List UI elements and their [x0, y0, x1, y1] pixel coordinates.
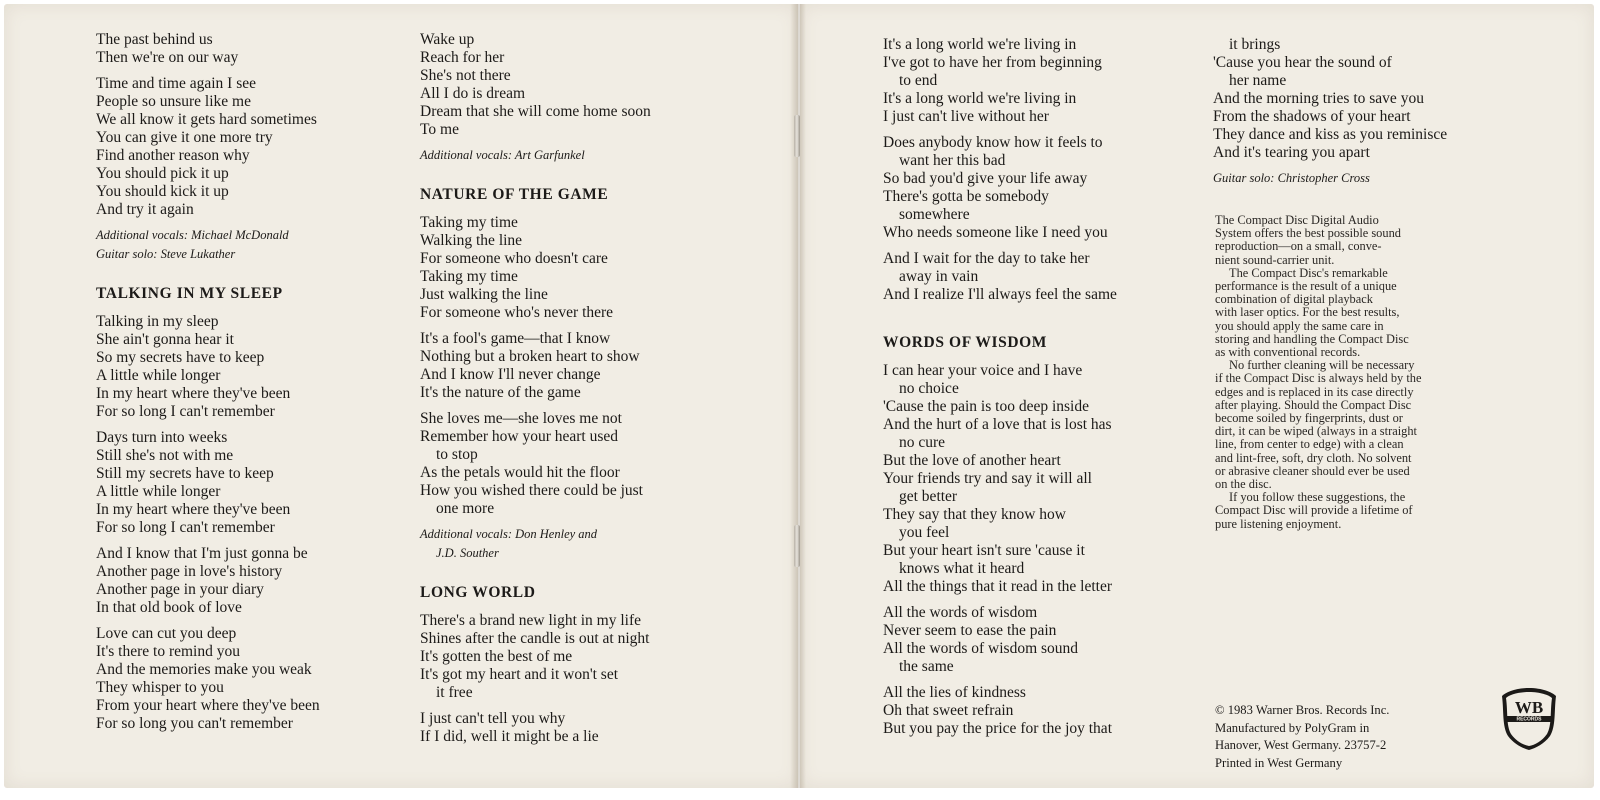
lyric-stanza — [883, 134, 1117, 242]
credit-line: Additional vocals: Michael McDonald — [96, 228, 289, 242]
lyrics-column-2 — [420, 31, 651, 754]
lyric-line: Another page in love's history — [96, 563, 283, 580]
lyric-line: Taking my time — [420, 214, 518, 231]
info-line: If you follow these suggestions, the — [1229, 490, 1406, 505]
lyric-line: Time and time again I see — [96, 75, 256, 92]
lyric-line: From the shadows of your heart — [1213, 108, 1411, 125]
lyric-stanza — [883, 250, 1117, 304]
lyric-line: A little while longer — [96, 367, 221, 384]
lyric-stanza — [420, 710, 651, 746]
lyric-line: And the memories make you weak — [96, 661, 312, 678]
copyright-notice — [1215, 702, 1475, 772]
lyric-line: There's gotta be somebody — [883, 188, 1049, 205]
lyric-line: It's a long world we're living in — [883, 36, 1077, 53]
lyric-line: no cure — [899, 434, 946, 451]
info-line: edges and is replaced in its case directly — [1215, 384, 1414, 399]
lyric-line: They whisper to you — [96, 679, 224, 696]
lyric-line: And it's tearing you apart — [1213, 144, 1370, 161]
lyric-line: no choice — [899, 380, 959, 397]
lyric-line: Another page in your diary — [96, 581, 264, 598]
lyric-line: For so long you can't remember — [96, 715, 293, 732]
info-line: or abrasive cleaner should ever be used — [1215, 463, 1410, 478]
lyric-line: Nothing but a broken heart to show — [420, 348, 640, 365]
lyric-stanza — [420, 31, 651, 139]
lyric-line: the same — [899, 658, 954, 675]
lyric-stanza — [1213, 36, 1447, 162]
info-line: combination of digital playback — [1215, 292, 1373, 307]
lyric-line: In my heart where they've been — [96, 501, 291, 518]
lyric-line: to stop — [436, 446, 478, 463]
lyric-line: They say that they know how — [883, 506, 1066, 523]
lyric-line: She's not there — [420, 67, 511, 84]
info-line: nient sound-carrier unit. — [1215, 252, 1335, 267]
song-title-words-of-wisdom: WORDS OF WISDOM — [883, 334, 1048, 351]
logo-records-text: RECORDS — [1516, 716, 1542, 723]
info-line: on the disc. — [1215, 477, 1272, 492]
info-line: performance is the result of a unique — [1215, 279, 1397, 294]
lyric-line: The past behind us — [96, 31, 213, 48]
lyric-stanza — [883, 362, 1117, 596]
logo-wb-letters: WB — [1514, 698, 1544, 717]
lyric-stanza — [883, 604, 1117, 676]
lyric-line: In my heart where they've been — [96, 385, 291, 402]
lyric-line: You can give it one more try — [96, 129, 273, 146]
info-line: The Compact Disc's remarkable — [1229, 265, 1388, 280]
song-title-nature-of-the-game: NATURE OF THE GAME — [420, 186, 609, 203]
info-line: line, from center to edge) with a clean — [1215, 437, 1404, 452]
lyric-line: Wake up — [420, 31, 475, 48]
lyric-line: But you pay the price for the joy that — [883, 720, 1112, 737]
lyric-line: For someone who's never there — [420, 304, 614, 321]
lyric-line: Talking in my sleep — [96, 313, 219, 330]
lyric-line: Just walking the line — [420, 286, 548, 303]
lyric-line: If I did, well it might be a lie — [420, 728, 599, 745]
lyric-stanza — [420, 612, 651, 702]
credit-line: Additional vocals: Don Henley and — [420, 527, 598, 541]
lyric-line: From your heart where they've been — [96, 697, 320, 714]
lyric-line: It's got my heart and it won't set — [420, 666, 619, 683]
info-line: Compact Disc will provide a lifetime of — [1215, 503, 1413, 518]
warner-bros-records-shield-icon — [1498, 686, 1560, 752]
lyric-line: somewhere — [899, 206, 970, 223]
lyric-line: It's the nature of the game — [420, 384, 581, 401]
lyric-line: Who needs someone like I need you — [883, 224, 1108, 241]
lyrics-column-3 — [883, 36, 1117, 746]
lyric-line: We all know it gets hard sometimes — [96, 111, 317, 128]
info-line: dirt, it can be wiped (always in a straight — [1215, 424, 1417, 439]
lyric-line: You should kick it up — [96, 183, 229, 200]
lyric-line: I just can't tell you why — [420, 710, 566, 727]
lyric-line: But your heart isn't sure 'cause it — [883, 542, 1085, 559]
info-line: pure listening enjoyment. — [1215, 516, 1342, 531]
copyright-line: Hanover, West Germany. 23757-2 — [1215, 738, 1387, 752]
lyric-line: So bad you'd give your life away — [883, 170, 1088, 187]
credit-line: Guitar solo: Steve Lukather — [96, 247, 236, 261]
lyric-line: I've got to have her from beginning — [883, 54, 1102, 71]
lyric-line: Walking the line — [420, 232, 523, 249]
lyric-stanza — [420, 410, 651, 518]
lyric-line: And I wait for the day to take her — [883, 250, 1090, 267]
lyric-line: You should pick it up — [96, 165, 229, 182]
info-line: and lint-free, soft, dry cloth. No solvent — [1215, 450, 1412, 465]
info-line: with laser optics. For the best results, — [1215, 305, 1400, 320]
lyric-line: A little while longer — [96, 483, 221, 500]
lyric-line: Then we're on our way — [96, 49, 239, 66]
lyric-line: And I know that I'm just gonna be — [96, 545, 308, 562]
lyric-line: to end — [899, 72, 938, 89]
lyric-line: Does anybody know how it feels to — [883, 134, 1103, 151]
staple-bottom — [794, 525, 800, 567]
info-line: you should apply the same care in — [1215, 318, 1384, 333]
lyric-line: It's gotten the best of me — [420, 648, 573, 665]
lyrics-column-1 — [96, 31, 320, 741]
info-paragraph — [1215, 267, 1475, 359]
lyric-line: People so unsure like me — [96, 93, 251, 110]
lyric-line: Reach for her — [420, 49, 505, 66]
info-line: become soiled by fingerprints, dust or — [1215, 411, 1403, 426]
lyric-line: It's a fool's game—that I know — [420, 330, 611, 347]
lyric-line: She loves me—she loves me not — [420, 410, 622, 427]
lyric-line: And the morning tries to save you — [1213, 90, 1424, 107]
lyric-line: want her this bad — [899, 152, 1006, 169]
lyric-line: All the words of wisdom sound — [883, 640, 1079, 657]
lyric-line: you feel — [899, 524, 950, 541]
song-title-talking-in-my-sleep: TALKING IN MY SLEEP — [96, 285, 283, 302]
lyric-line: 'Cause the pain is too deep inside — [883, 398, 1089, 415]
info-paragraph — [1215, 491, 1475, 531]
lyric-line: How you wished there could be just — [420, 482, 643, 499]
lyric-line: Taking my time — [420, 268, 518, 285]
lyric-line: I can hear your voice and I have — [883, 362, 1083, 379]
lyric-line: I just can't live without her — [883, 108, 1049, 125]
lyric-stanza — [883, 36, 1117, 126]
staple-top — [794, 115, 800, 157]
info-line: The Compact Disc Digital Audio — [1215, 213, 1379, 227]
copyright-line: © 1983 Warner Bros. Records Inc. — [1215, 703, 1390, 717]
lyric-line: And the hurt of a love that is lost has — [883, 416, 1112, 433]
lyric-line: All the lies of kindness — [883, 684, 1026, 701]
lyric-stanza — [96, 625, 320, 733]
lyric-stanza — [96, 313, 320, 421]
lyric-stanza — [420, 214, 651, 322]
lyric-stanza — [96, 429, 320, 537]
lyric-line: Days turn into weeks — [96, 429, 228, 446]
lyric-line: For so long I can't remember — [96, 403, 275, 420]
lyric-line: So my secrets have to keep — [96, 349, 265, 366]
info-line: storing and handling the Compact Disc — [1215, 331, 1409, 346]
lyric-line: Never seem to ease the pain — [883, 622, 1057, 639]
lyric-line: Find another reason why — [96, 147, 250, 164]
lyric-line: There's a brand new light in my life — [420, 612, 642, 629]
credit-line: Guitar solo: Christopher Cross — [1213, 171, 1370, 185]
info-line: as with conventional records. — [1215, 345, 1361, 360]
lyric-stanza — [883, 684, 1117, 738]
lyric-line: And try it again — [96, 201, 194, 218]
lyric-line: Still my secrets have to keep — [96, 465, 274, 482]
lyric-line: It's there to remind you — [96, 643, 240, 660]
info-line: System offers the best possible sound — [1215, 226, 1401, 241]
copyright-line: Manufactured by PolyGram in — [1215, 720, 1370, 735]
lyric-line: Remember how your heart used — [420, 428, 618, 445]
copyright-line: Printed in West Germany — [1215, 755, 1343, 770]
lyric-stanza — [96, 545, 320, 617]
lyric-stanza — [96, 75, 320, 219]
lyric-line: it free — [436, 684, 473, 701]
lyric-line: her name — [1229, 72, 1287, 89]
lyric-line: get better — [899, 488, 958, 505]
info-line: after playing. Should the Compact Disc — [1215, 397, 1412, 412]
lyric-line: In that old book of love — [96, 599, 242, 616]
lyric-line: It's a long world we're living in — [883, 90, 1077, 107]
lyric-line: As the petals would hit the floor — [420, 464, 620, 481]
lyric-line: But the love of another heart — [883, 452, 1061, 469]
credit-line: Additional vocals: Art Garfunkel — [420, 148, 585, 162]
lyric-line: Your friends try and say it will all — [883, 470, 1092, 487]
lyric-line: All the things that it read in the letter — [883, 578, 1112, 595]
lyric-line: Shines after the candle is out at night — [420, 630, 650, 647]
info-line: if the Compact Disc is always held by the — [1215, 371, 1422, 386]
lyric-line: 'Cause you hear the sound of — [1213, 54, 1392, 71]
lyric-stanza — [96, 31, 320, 67]
info-paragraph — [1215, 359, 1475, 491]
lyric-line: And I know I'll never change — [420, 366, 601, 383]
lyric-line: away in vain — [899, 268, 979, 285]
info-line: reproduction—on a small, conve- — [1215, 239, 1382, 254]
credit-line: J.D. Souther — [436, 546, 499, 560]
lyric-stanza — [420, 330, 651, 402]
lyrics-column-4 — [1213, 36, 1447, 189]
lyric-line: For so long I can't remember — [96, 519, 275, 536]
info-line: No further cleaning will be necessary — [1229, 358, 1415, 373]
lyric-line: Dream that she will come home soon — [420, 103, 651, 120]
lyric-line: knows what it heard — [899, 560, 1025, 577]
lyric-line: Oh that sweet refrain — [883, 702, 1014, 719]
lyric-line: All I do is dream — [420, 85, 526, 102]
lyric-line: Still she's not with me — [96, 447, 234, 464]
lyric-line: All the words of wisdom — [883, 604, 1038, 621]
info-paragraph — [1215, 214, 1475, 267]
lyric-line: She ain't gonna hear it — [96, 331, 234, 348]
lyric-line: They dance and kiss as you reminisce — [1213, 126, 1448, 143]
lyric-line: Love can cut you deep — [96, 625, 237, 642]
lyric-line: one more — [436, 500, 495, 517]
lyric-line: it brings — [1229, 36, 1281, 53]
compact-disc-info-text — [1215, 214, 1475, 531]
lyric-line: To me — [420, 121, 459, 138]
lyric-line: For someone who doesn't care — [420, 250, 608, 267]
lyric-line: And I realize I'll always feel the same — [883, 286, 1117, 303]
song-title-long-world: LONG WORLD — [420, 584, 536, 601]
